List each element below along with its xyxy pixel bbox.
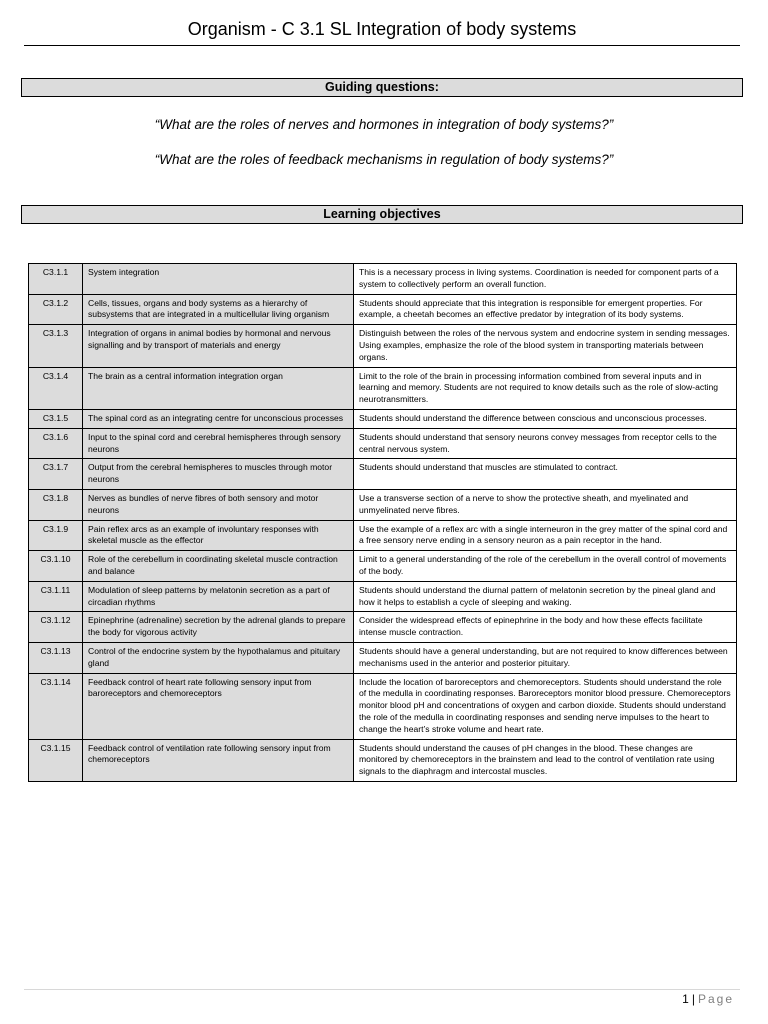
objective-guidance: Students should understand the difference between conscious and unconscious processes.: [354, 409, 737, 428]
objective-code: C3.1.4: [29, 367, 83, 409]
objective-guidance: Students should understand the diurnal pattern of melatonin secretion by the pineal gland and how it helps to establish a cycle of sleeping and waking.: [354, 581, 737, 612]
objective-topic: Control of the endocrine system by the hypothalamus and pituitary gland: [83, 642, 354, 673]
objective-row: [29, 264, 737, 295]
objective-row: [29, 739, 737, 781]
objective-guidance: Include the location of baroreceptors and chemoreceptors. Students should understand the role of the medulla in coordinating responses. Baroreceptors monitor blood pressure. Chemoreceptors monitor blood pH and concentrations of oxygen and carbon dioxide. Students should understand the role of the medulla in coordinating responses and sending nerve impulses to the heart to change the heart’s stroke volume and heart rate.: [354, 673, 737, 739]
objective-code: C3.1.12: [29, 612, 83, 643]
objective-row: [29, 428, 737, 459]
page-label: Page: [697, 992, 734, 1006]
objective-topic: Input to the spinal cord and cerebral hemispheres through sensory neurons: [83, 428, 354, 459]
objective-topic: Role of the cerebellum in coordinating skeletal muscle contraction and balance: [83, 551, 354, 582]
objective-row: [29, 612, 737, 643]
objective-guidance: Students should understand the causes of pH changes in the blood. These changes are monitored by chemoreceptors in the brainstem and lead to the control of ventilation rate using signals to the diaphragm and intercostal muscles.: [354, 739, 737, 781]
objective-row: [29, 409, 737, 428]
objective-topic: Pain reflex arcs as an example of involuntary responses with skeletal muscle as the effector: [83, 520, 354, 551]
objective-code: C3.1.8: [29, 489, 83, 520]
objective-topic: Feedback control of heart rate following sensory input from baroreceptors and chemoreceptors: [83, 673, 354, 739]
objective-row: [29, 294, 737, 325]
objective-guidance: Consider the widespread effects of epinephrine in the body and how these effects facilitate intense muscle contraction.: [354, 612, 737, 643]
objective-code: C3.1.6: [29, 428, 83, 459]
objective-topic: System integration: [83, 264, 354, 295]
objective-guidance: Students should understand that sensory neurons convey messages from receptor cells to the central nervous system.: [354, 428, 737, 459]
page-number: 1: [682, 992, 689, 1006]
objective-row: [29, 551, 737, 582]
objective-guidance: Students should have a general understanding, but are not required to know differences between mechanisms used in the anterior and posterior pituitary.: [354, 642, 737, 673]
objective-code: C3.1.14: [29, 673, 83, 739]
objective-topic: The spinal cord as an integrating centre for unconscious processes: [83, 409, 354, 428]
objective-guidance: Students should appreciate that this integration is responsible for emergent properties. For example, a cheetah becomes an effective predator by integration of its body systems.: [354, 294, 737, 325]
footer-separator: |: [691, 992, 695, 1006]
guiding-question-2: “What are the roles of feedback mechanisms in regulation of body systems?”: [154, 152, 614, 167]
guiding-questions-heading: Guiding questions:: [21, 78, 743, 97]
title-underline: [24, 45, 740, 46]
objective-code: C3.1.2: [29, 294, 83, 325]
objective-topic: Feedback control of ventilation rate following sensory input from chemoreceptors: [83, 739, 354, 781]
objective-row: [29, 642, 737, 673]
objective-guidance: Limit to the role of the brain in processing information combined from several inputs and in learning and memory. Students are not required to know details such as the role of slow-acting neurotransmitters.: [354, 367, 737, 409]
page-title: Organism - C 3.1 SL Integration of body systems: [187, 19, 577, 39]
objective-topic: Output from the cerebral hemispheres to muscles through motor neurons: [83, 459, 354, 490]
objective-code: C3.1.13: [29, 642, 83, 673]
footer-rule: [24, 989, 740, 990]
objective-guidance: Limit to a general understanding of the role of the cerebellum in the overall control of movements of the body.: [354, 551, 737, 582]
objective-guidance: Students should understand that muscles are stimulated to contract.: [354, 459, 737, 490]
objective-topic: Integration of organs in animal bodies by hormonal and nervous signalling and by transport of materials and energy: [83, 325, 354, 367]
objective-code: C3.1.11: [29, 581, 83, 612]
objective-row: [29, 459, 737, 490]
objective-guidance: Use a transverse section of a nerve to show the protective sheath, and myelinated and unmyelinated nerve fibres.: [354, 489, 737, 520]
learning-objectives-table: [28, 263, 737, 782]
objective-row: [29, 325, 737, 367]
objective-code: C3.1.9: [29, 520, 83, 551]
objective-code: C3.1.3: [29, 325, 83, 367]
objective-guidance: This is a necessary process in living systems. Coordination is needed for component parts of a system to collectively perform an overall function.: [354, 264, 737, 295]
objective-code: C3.1.5: [29, 409, 83, 428]
objective-row: [29, 673, 737, 739]
objective-code: C3.1.10: [29, 551, 83, 582]
objective-row: [29, 367, 737, 409]
learning-objectives-heading: Learning objectives: [21, 205, 743, 224]
objective-guidance: Distinguish between the roles of the nervous system and endocrine system in sending messages. Using examples, emphasize the role of the blood system in transporting materials between organs.: [354, 325, 737, 367]
objective-code: C3.1.1: [29, 264, 83, 295]
objective-topic: Modulation of sleep patterns by melatonin secretion as a part of circadian rhythms: [83, 581, 354, 612]
objective-code: C3.1.15: [29, 739, 83, 781]
objective-topic: Nerves as bundles of nerve fibres of both sensory and motor neurons: [83, 489, 354, 520]
objective-row: [29, 520, 737, 551]
objective-guidance: Use the example of a reflex arc with a single interneuron in the grey matter of the spinal cord and a free sensory nerve ending in a sensory neuron as a pain receptor in the hand.: [354, 520, 737, 551]
objective-topic: Epinephrine (adrenaline) secretion by the adrenal glands to prepare the body for vigorous activity: [83, 612, 354, 643]
objective-row: [29, 581, 737, 612]
guiding-question-1: “What are the roles of nerves and hormones in integration of body systems?”: [154, 117, 614, 132]
objective-topic: The brain as a central information integration organ: [83, 367, 354, 409]
objective-code: C3.1.7: [29, 459, 83, 490]
objective-topic: Cells, tissues, organs and body systems as a hierarchy of subsystems that are integrated in a multicellular living organism: [83, 294, 354, 325]
objectives-table-body: [29, 264, 737, 782]
page-footer: [682, 991, 734, 1007]
objective-row: [29, 489, 737, 520]
